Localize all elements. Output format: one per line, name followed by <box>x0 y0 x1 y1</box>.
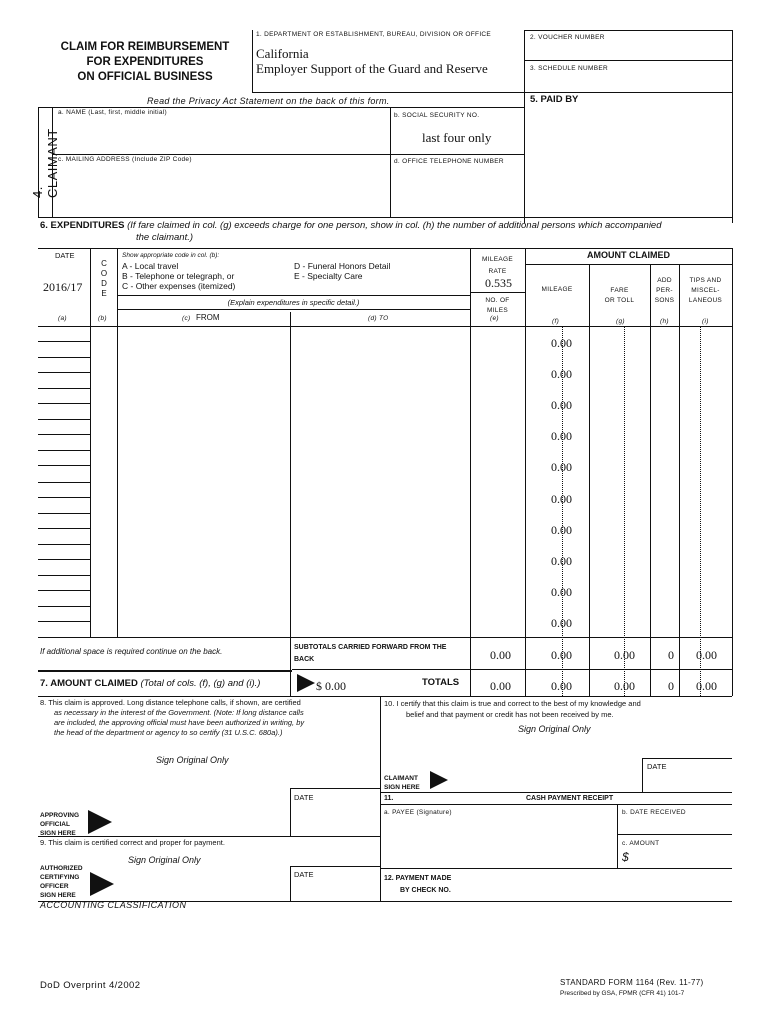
col-tips-line: TIPS AND <box>689 277 722 284</box>
item8-line: are included, the approving official must have been authorized in writing, by <box>54 718 305 727</box>
approving-official-label <box>40 811 79 838</box>
miles-label-line: NO. OF <box>485 297 510 304</box>
item12-line: 12. PAYMENT MADE <box>384 875 452 882</box>
col-letter-b: (b) <box>98 315 107 322</box>
continue-note: If additional space is required continue on the back. <box>40 647 223 656</box>
total-g[interactable]: 0.00 <box>614 679 635 693</box>
col-letter-a: (a) <box>58 315 67 322</box>
item8-text <box>40 698 304 738</box>
item10-line: 10. I certify that this claim is true and correct to the best of my knowledge and <box>384 699 641 708</box>
col-letter-d: (d) TO <box>368 315 389 322</box>
item12-label <box>384 873 451 897</box>
approving-official-line: APPROVING <box>40 812 80 819</box>
date-cell-line <box>38 450 90 451</box>
date-received-label: b. DATE RECEIVED <box>622 809 686 816</box>
date-cell-line <box>38 434 90 435</box>
claimant-sign-line: CLAIMANT <box>384 775 418 782</box>
subtotals-label-line: BACK <box>294 656 315 663</box>
code-list-right <box>294 261 390 281</box>
mileage-amount-cell[interactable]: 0.00 <box>551 460 572 475</box>
item8-line: the head of the department or agency to so certify (31 U.S.C. 680a).) <box>54 728 283 737</box>
form-title-line: ON OFFICIAL BUSINESS <box>77 71 213 83</box>
cash-payment-receipt-label: CASH PAYMENT RECEIPT <box>526 795 614 802</box>
subtotal-e[interactable]: 0.00 <box>490 648 511 662</box>
item8-line: as necessary in the interest of the Government. (Note: If long distance calls <box>54 708 304 717</box>
phone-label: d. OFFICE TELEPHONE NUMBER <box>394 158 504 165</box>
footer-overprint: DoD Overprint 4/2002 <box>40 980 141 991</box>
code-instructions: Show appropriate code in col. (b): <box>122 252 220 259</box>
col-letter-h: (h) <box>660 318 669 325</box>
subtotal-f[interactable]: 0.00 <box>551 648 572 662</box>
date-cell-line <box>38 590 90 591</box>
mileage-rate-value[interactable]: 0.535 <box>485 276 512 290</box>
item10-line: belief and that payment or credit has not been received by me. <box>406 710 614 719</box>
footer-prescribed: Prescribed by GSA, FPMR (CFR 41) 101-7 <box>560 990 685 997</box>
total-f[interactable]: 0.00 <box>551 679 572 693</box>
certifying-officer-line: SIGN HERE <box>40 892 76 899</box>
paid-by-label: 5. PAID BY <box>530 94 579 105</box>
dept-label: 1. DEPARTMENT OR ESTABLISHMENT, BUREAU, DIVISION OR OFFICE <box>256 31 492 38</box>
item10-text <box>384 698 641 720</box>
date-cell-line <box>38 544 90 545</box>
date-value[interactable]: 2016/17 <box>43 280 83 294</box>
amount-label: c. AMOUNT <box>622 840 660 847</box>
mileage-amount-cell[interactable]: 0.00 <box>551 553 572 568</box>
ssn-label: b. SOCIAL SECURITY NO. <box>394 112 480 119</box>
arrow-icon <box>90 872 114 896</box>
code-c: C - Other expenses (itemized) <box>122 281 236 291</box>
col-add-persons-label <box>650 276 679 306</box>
col-letter-i: (i) <box>702 318 709 325</box>
col-mileage-label: MILEAGE <box>541 286 573 293</box>
mileage-rate-label <box>470 254 525 278</box>
sign-original-claimant: Sign Original Only <box>518 724 591 734</box>
date-cell-line <box>38 528 90 529</box>
arrow-icon <box>430 771 448 789</box>
privacy-statement: Read the Privacy Act Statement on the back of this form. <box>147 96 390 106</box>
form-title-line: FOR EXPENDITURES <box>86 56 204 68</box>
mileage-amount-cell[interactable]: 0.00 <box>551 398 572 413</box>
col-fare-label <box>589 286 650 306</box>
approving-official-line: SIGN HERE <box>40 830 76 837</box>
code-letter: C <box>101 259 107 268</box>
certifying-officer-label <box>40 864 83 900</box>
col-add-line: ADD <box>657 277 672 284</box>
dept-value-line2[interactable]: Employer Support of the Guard and Reserve <box>256 61 488 76</box>
date-cell-line <box>38 465 90 466</box>
claimant-date-label: DATE <box>647 762 667 771</box>
expenditures-heading-text: (If fare claimed in col. (g) exceeds charge for one person, show in col. (h) the number of additional persons which accompanied <box>127 220 662 231</box>
item8-line: 8. This claim is approved. Long distance telephone calls, if shown, are certified <box>40 698 301 707</box>
subtotal-i[interactable]: 0.00 <box>696 648 717 662</box>
sign-original-certifying: Sign Original Only <box>128 855 201 865</box>
amount-claimed-header: AMOUNT CLAIMED <box>587 250 670 260</box>
amount-claimed-value[interactable]: $ 0.00 <box>316 679 346 693</box>
code-d: D - Funeral Honors Detail <box>294 261 391 271</box>
mileage-amount-cell[interactable]: 0.00 <box>551 491 572 506</box>
code-b: B - Telephone or telegraph, or <box>122 271 235 281</box>
date-cell-line <box>38 559 90 560</box>
amount-claimed-label <box>40 678 260 689</box>
code-letter: O <box>100 269 108 278</box>
item12-line: BY CHECK NO. <box>400 887 451 894</box>
mileage-amount-cell[interactable]: 0.00 <box>551 429 572 444</box>
date-column-label: DATE <box>55 251 75 260</box>
dept-value-line1[interactable]: California <box>256 46 309 61</box>
expenditures-heading-text2: the claimant.) <box>136 232 194 243</box>
mileage-amount-cell[interactable]: 0.00 <box>551 584 572 599</box>
total-i[interactable]: 0.00 <box>696 679 717 693</box>
voucher-number-label: 2. VOUCHER NUMBER <box>530 34 605 41</box>
col-letter-f: (f) <box>552 318 560 325</box>
mileage-amount-cell[interactable]: 0.00 <box>551 336 572 350</box>
col-tips-line: MISCEL- <box>691 287 720 294</box>
subtotals-label-line: SUBTOTALS CARRIED FORWARD FROM THE <box>294 644 447 651</box>
certifying-officer-line: AUTHORIZED <box>40 865 83 872</box>
mileage-amount-cell[interactable]: 0.00 <box>551 522 572 537</box>
approving-date-label: DATE <box>294 793 314 802</box>
col-letter-e: (e) <box>490 315 499 322</box>
subtotal-h[interactable]: 0 <box>668 648 674 662</box>
certifying-date-label: DATE <box>294 870 314 879</box>
date-cell-line <box>38 419 90 420</box>
date-cell-line <box>38 482 90 483</box>
date-cell-line <box>38 606 90 607</box>
totals-label: TOTALS <box>422 677 460 688</box>
date-cell-line <box>38 357 90 358</box>
code-column-label <box>96 259 112 299</box>
mileage-amount-cell[interactable]: 0.00 <box>551 615 572 630</box>
code-e: E - Specialty Care <box>294 271 363 281</box>
col-from-label: FROM <box>196 313 220 322</box>
date-cell-line <box>38 575 90 576</box>
item9-text: 9. This claim is certified correct and proper for payment. <box>40 838 225 847</box>
accounting-classification-label: ACCOUNTING CLASSIFICATION <box>40 900 187 910</box>
sign-original-approving: Sign Original Only <box>156 755 229 765</box>
mileage-rate-label-line: MILEAGE <box>482 256 513 263</box>
arrow-icon <box>88 810 112 834</box>
ssn-value[interactable]: last four only <box>422 130 492 145</box>
col-fare-line: FARE <box>610 287 629 294</box>
miles-label-line: MILES <box>486 307 508 314</box>
amount-claimed-label-italic: (Total of cols. (f), (g) and (i).) <box>140 678 261 689</box>
footer-form-number: STANDARD FORM 1164 (Rev. 11-77) <box>560 978 704 987</box>
claimant-section-label: 4. CLAIMANT <box>30 128 60 198</box>
col-tips-label <box>679 276 732 306</box>
code-list-left <box>122 261 235 291</box>
col-add-line: SONS <box>654 297 675 304</box>
col-letter-c: (c) <box>182 315 191 322</box>
date-cell-line <box>38 497 90 498</box>
item11-label: 11. <box>384 795 394 802</box>
code-letter: E <box>101 289 107 298</box>
total-h[interactable]: 0 <box>668 679 674 693</box>
date-cell-line <box>38 341 90 342</box>
subtotals-label <box>294 642 446 666</box>
expenditures-heading <box>40 220 740 244</box>
mailing-address-label: c. MAILING ADDRESS (Include ZIP Code) <box>58 156 192 163</box>
mileage-amount-cell[interactable]: 0.00 <box>551 367 572 382</box>
form-title-line: CLAIM FOR REIMBURSEMENT <box>60 41 230 53</box>
name-label: a. NAME (Last, first, middle initial) <box>58 109 167 116</box>
amount-value[interactable]: $ <box>622 850 629 864</box>
mileage-rate-label-line: RATE <box>488 268 507 275</box>
date-cell-line <box>38 513 90 514</box>
date-cell-line <box>38 372 90 373</box>
form-title <box>38 40 252 85</box>
date-cell-line <box>38 637 90 638</box>
code-a: A - Local travel <box>122 261 179 271</box>
approving-official-line: OFFICIAL <box>40 821 70 828</box>
expenditures-heading-bold: 6. EXPENDITURES <box>40 220 125 231</box>
date-cell-line <box>38 403 90 404</box>
miles-label <box>470 296 525 316</box>
schedule-number-label: 3. SCHEDULE NUMBER <box>530 65 608 72</box>
col-tips-line: LANEOUS <box>688 297 723 304</box>
certifying-officer-line: CERTIFYING <box>40 874 80 881</box>
amount-claimed-label-bold: 7. AMOUNT CLAIMED <box>40 678 138 689</box>
claimant-sign-label <box>384 774 420 792</box>
col-fare-line: OR TOLL <box>604 297 635 304</box>
col-letter-g: (g) <box>616 318 625 325</box>
explain-note: (Explain expenditures in specific detail.) <box>227 298 360 307</box>
subtotal-g[interactable]: 0.00 <box>614 648 635 662</box>
date-cell-line <box>38 621 90 622</box>
date-cell-line <box>38 388 90 389</box>
claimant-sign-line: SIGN HERE <box>384 784 420 791</box>
total-e[interactable]: 0.00 <box>490 679 511 693</box>
payee-label: a. PAYEE (Signature) <box>384 809 452 816</box>
code-letter: D <box>101 279 107 288</box>
col-add-line: PER- <box>656 287 673 294</box>
certifying-officer-line: OFFICER <box>40 883 69 890</box>
arrow-icon <box>297 674 315 692</box>
